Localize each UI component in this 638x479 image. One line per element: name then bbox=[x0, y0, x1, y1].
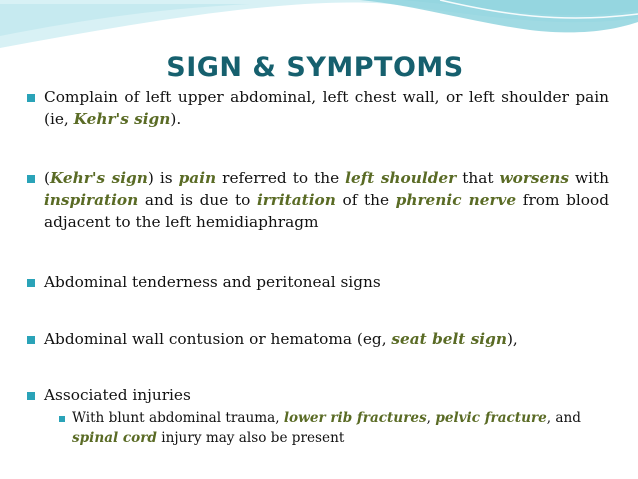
emphasized-term: worsens bbox=[499, 169, 569, 187]
emphasized-term: spinal cord bbox=[72, 430, 157, 446]
emphasized-term: Kehr's sign bbox=[49, 169, 148, 187]
text-segment: , bbox=[426, 410, 436, 426]
text-segment: , and bbox=[546, 410, 581, 426]
bullet-1 bbox=[44, 86, 609, 130]
emphasized-term: irritation bbox=[256, 191, 336, 209]
emphasized-term: pelvic fracture bbox=[435, 410, 547, 426]
bullet-marker-5 bbox=[27, 392, 35, 400]
bullet-5 bbox=[44, 384, 609, 406]
emphasized-term: phrenic nerve bbox=[395, 191, 517, 209]
text-segment: injury may also be present bbox=[156, 430, 345, 446]
text-segment: with bbox=[569, 169, 609, 187]
emphasized-term: Kehr's sign bbox=[73, 110, 171, 128]
text-segment: Abdominal tenderness and peritoneal signs bbox=[44, 273, 381, 291]
bullet-marker-3 bbox=[27, 279, 35, 287]
bullet-2 bbox=[44, 167, 609, 233]
sub-bullet-1 bbox=[72, 408, 612, 448]
text-segment: ) is bbox=[147, 169, 179, 187]
bullet-3 bbox=[44, 271, 609, 293]
text-segment: Abdominal wall contusion or hematoma (eg, bbox=[44, 330, 392, 348]
text-segment: of the bbox=[335, 191, 396, 209]
emphasized-term: lower rib fractures bbox=[283, 410, 427, 426]
bullet-4 bbox=[44, 328, 609, 350]
text-segment: referred to the bbox=[216, 169, 346, 187]
text-segment: With blunt abdominal trauma, bbox=[72, 410, 284, 426]
text-segment: that bbox=[456, 169, 500, 187]
sub-bullet-marker-1 bbox=[59, 416, 65, 422]
text-segment: ( bbox=[44, 169, 50, 187]
emphasized-term: inspiration bbox=[44, 191, 139, 209]
emphasized-term: seat belt sign bbox=[391, 330, 507, 348]
text-segment: from blood adjacent to the left hemidiaphragm bbox=[44, 191, 609, 231]
text-segment: ). bbox=[170, 110, 182, 128]
bullet-marker-1 bbox=[27, 94, 35, 102]
text-segment: Associated injuries bbox=[44, 386, 191, 404]
bullet-marker-2 bbox=[27, 175, 35, 183]
emphasized-term: pain bbox=[178, 169, 217, 187]
emphasized-term: left shoulder bbox=[345, 169, 457, 187]
slide-title: SIGN & SYMPTOMS bbox=[166, 52, 464, 83]
bullet-marker-4 bbox=[27, 336, 35, 344]
text-segment: Complain of left upper abdominal, left chest wall, or left shoulder pain (ie, bbox=[44, 88, 609, 128]
text-segment: ), bbox=[506, 330, 518, 348]
text-segment: and is due to bbox=[138, 191, 257, 209]
